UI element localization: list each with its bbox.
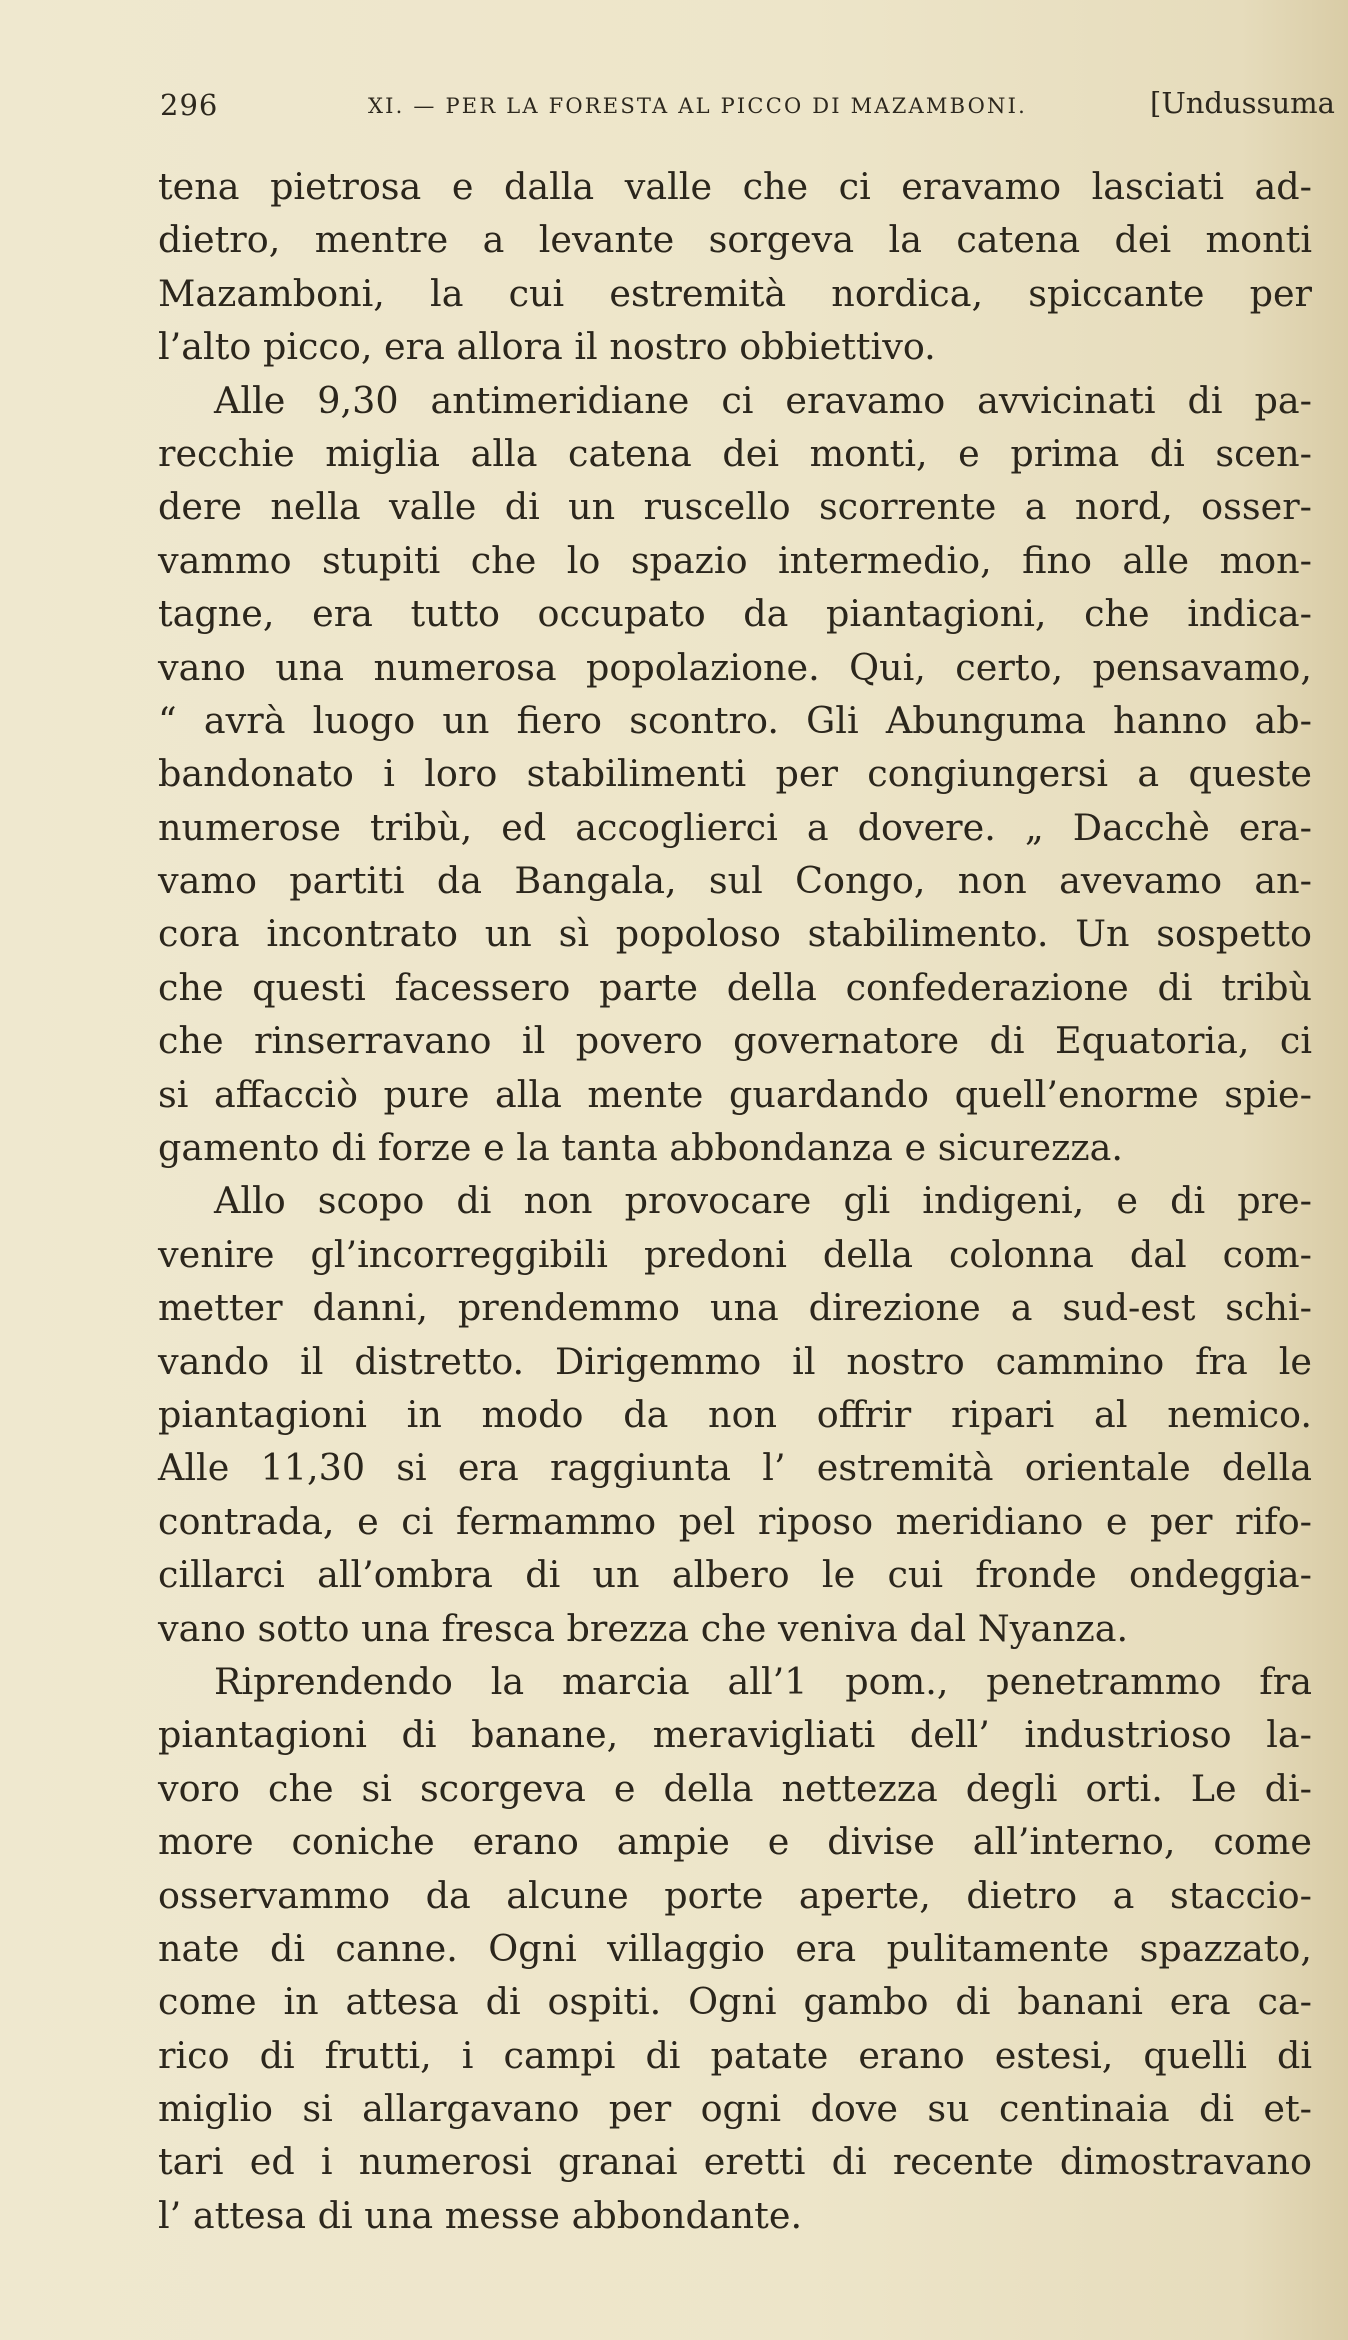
text-line: si affacciò pure alla mente guardando quell’enorme spie-	[158, 1072, 1312, 1116]
running-header	[160, 84, 1340, 134]
text-line: vano una numerosa popolazione. Qui, certo, pensavamo,	[158, 645, 1312, 689]
text-line: piantagioni in modo da non offrir ripari al nemico.	[158, 1392, 1312, 1436]
text-line: venire gl’incorreggibili predoni della colonna dal com-	[158, 1232, 1312, 1276]
text-line: osservammo da alcune porte aperte, dietro a staccio-	[158, 1873, 1312, 1917]
text-line: l’alto picco, era allora il nostro obbiettivo.	[158, 325, 936, 369]
text-line: metter danni, prendemmo una direzione a sud-est schi-	[158, 1286, 1312, 1330]
running-bracket-note: [Undussuma	[1150, 86, 1335, 120]
text-line: come in attesa di ospiti. Ogni gambo di banani era ca-	[158, 1980, 1312, 2024]
text-line: rico di frutti, i campi di patate erano estesi, quelli di	[158, 2033, 1312, 2077]
text-line: vano sotto una fresca brezza che veniva dal Nyanza.	[158, 1606, 1129, 1650]
text-line: vammo stupiti che lo spazio intermedio, fino alle mon-	[158, 538, 1312, 582]
text-line: gamento di forze e la tanta abbondanza e sicurezza.	[158, 1126, 1123, 1170]
running-title: XI. — PER LA FORESTA AL PICCO DI MAZAMBONI.	[368, 94, 1027, 118]
text-line: cillarci all’ombra di un albero le cui fronde ondeggia-	[158, 1553, 1312, 1597]
text-line: Mazamboni, la cui estremità nordica, spiccante per	[158, 271, 1312, 315]
text-line: dietro, mentre a levante sorgeva la catena dei monti	[158, 218, 1312, 262]
text-line: recchie miglia alla catena dei monti, e prima di scen-	[158, 431, 1312, 475]
text-line: che questi facessero parte della confederazione di tribù	[158, 965, 1312, 1009]
text-line: “ avrà luogo un fiero scontro. Gli Abunguma hanno ab-	[158, 698, 1312, 742]
text-line: l’ attesa di una messe abbondante.	[158, 2193, 803, 2237]
text-line: dere nella valle di un ruscello scorrente a nord, osser-	[158, 485, 1312, 529]
text-line: tena pietrosa e dalla valle che ci eravamo lasciati ad-	[158, 165, 1312, 208]
text-line: tagne, era tutto occupato da piantagioni, che indica-	[158, 592, 1312, 636]
text-line: vando il distretto. Dirigemmo il nostro cammino fra le	[158, 1339, 1312, 1383]
text-line: tari ed i numerosi granai eretti di recente dimostravano	[158, 2140, 1312, 2184]
text-line: vamo partiti da Bangala, sul Congo, non avevamo an-	[158, 859, 1312, 903]
page-number: 296	[160, 88, 219, 122]
text-line: piantagioni di banane, meravigliati dell’ industrioso la-	[158, 1713, 1312, 1757]
text-line: numerose tribù, ed accoglierci a dovere. „ Dacchè era-	[158, 805, 1312, 849]
text-line: che rinserravano il povero governatore di Equatoria, ci	[158, 1019, 1312, 1063]
text-line: bandonato i loro stabilimenti per congiungersi a queste	[158, 752, 1312, 796]
paragraph-start-line: Allo scopo di non provocare gli indigeni, e di pre-	[214, 1179, 1312, 1223]
text-line: more coniche erano ampie e divise all’interno, come	[158, 1820, 1312, 1864]
text-line: Alle 11,30 si era raggiunta l’ estremità orientale della	[158, 1446, 1312, 1490]
text-line: miglio si allargavano per ogni dove su centinaia di et-	[158, 2087, 1312, 2131]
paragraph-start-line: Alle 9,30 antimeridiane ci eravamo avvicinati di pa-	[214, 378, 1312, 422]
text-line: voro che si scorgeva e della nettezza degli orti. Le di-	[158, 1766, 1312, 1810]
paragraph-start-line: Riprendendo la marcia all’1 pom., penetrammo fra	[214, 1659, 1312, 1703]
text-line: contrada, e ci fermammo pel riposo meridiano e per rifo-	[158, 1499, 1312, 1543]
text-line: nate di canne. Ogni villaggio era pulitamente spazzato,	[158, 1926, 1312, 1970]
body-text	[158, 160, 1312, 2242]
text-line: cora incontrato un sì popoloso stabilimento. Un sospetto	[158, 912, 1312, 956]
